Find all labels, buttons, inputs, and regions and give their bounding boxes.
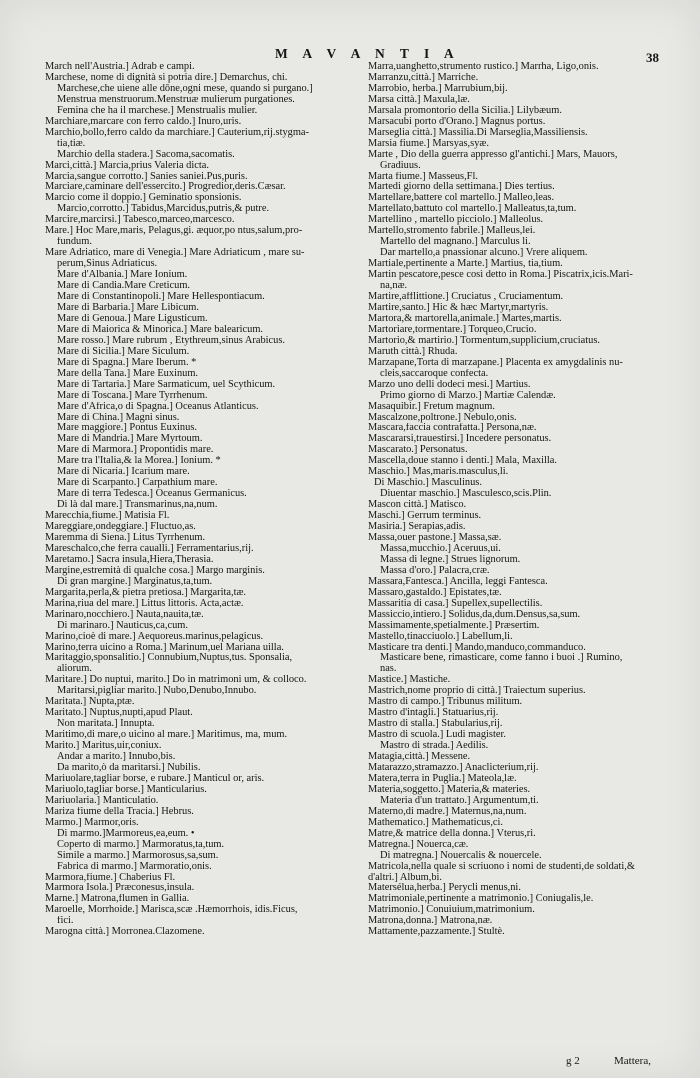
entry-line: Marchio della stadera.] Sacoma,sacomatis. (57, 149, 235, 160)
entry-line: Marecchia,fiume.] Matisia Fl. (45, 511, 170, 522)
entry-line: Gradiuus. (380, 160, 421, 171)
entry-line: Marcio,corrotto.] Tabidus,Marcidus,putris,& putre. (57, 204, 270, 215)
entry-line: aliorum. (57, 664, 92, 675)
entry-line: Materia d'un trattato.] Argumentum,ti. (380, 795, 539, 806)
entry-line: Maritato.] Nuptus,nupti,apud Plaut. (45, 708, 193, 719)
entry-line: Simile a marmo.] Marmorosus,sa,sum. (57, 850, 219, 861)
entry-line: Maretamo.] Sacra insula,Hiera,Therasia. (45, 554, 214, 565)
entry-line: Matricola,nella quale si scriuono i nomi de studenti,de soldati,& (368, 861, 635, 872)
entry-line: Mare di terra Tedesca.] Oceanus Germanicus. (57, 489, 247, 500)
entry-line: Martora,& martorella,animale.] Martes,martis. (368, 313, 562, 324)
entry-line: nas. (380, 664, 397, 675)
entry-line: Mare di Nicaria.] Icarium mare. (57, 467, 190, 478)
entry-line: Martello,stromento fabrile.] Malleus,lei. (368, 226, 536, 237)
entry-line: Maritare.] Do nuptui, marito.] Do in matrimoni um, & colloco. (45, 675, 307, 686)
entry-line: Mare di Spagna.] Mare Iberum. * (57, 357, 197, 368)
entry-line: Massa,mucchio.] Aceruus,ui. (380, 543, 501, 554)
entry-line: Marcio come il doppio.] Geminatio sponsionis. (45, 193, 242, 204)
entry-line: cleis,saccaroque confecta. (380, 368, 489, 379)
entry-line: Marta fiume.] Masseus,Fl. (368, 171, 478, 182)
entry-line: Mastro di strada.] Aedilis. (380, 741, 489, 752)
entry-line: d'altri.] Album,bi. (368, 872, 443, 883)
catchword: Mattera, (614, 1055, 651, 1067)
entry-line: Mascon città.] Matisco. (368, 500, 467, 511)
entry-line: Mastro d'intagli.] Statuarius,rij. (368, 708, 499, 719)
entry-line: Mare d'Africa,o di Spagna.] Oceanus Atlanticus. (57, 401, 259, 412)
entry-line: Mare di China.] Magni sinus. (57, 412, 180, 423)
entry-line: Marcire,marcirsi.] Tabesco,marceo,marcesco. (45, 215, 235, 226)
entry-line: tia,tiæ. (57, 138, 86, 149)
entry-line: Massa d'oro.] Palacra,cræ. (380, 565, 490, 576)
entry-line: Coperto di marmo.] Marmoratus,ta,tum. (57, 839, 225, 850)
entry-line: Massara,Fantesca.] Ancilla, leggi Fantesca. (368, 576, 548, 587)
entry-line: Marito.] Maritus,uir,coniux. (45, 741, 162, 752)
entry-line: Mare della Tana.] Mare Euxinum. (57, 368, 199, 379)
entry-line: Maschi.] Gerrum terminus. (368, 511, 482, 522)
entry-line: Maremma di Siena.] Litus Tyrrhenum. (45, 532, 206, 543)
entry-line: Matersélua,herba.] Perycli menus,ni. (368, 883, 521, 894)
entry-line: Mariuolo,tagliar borse.] Manticularius. (45, 784, 207, 795)
signature-mark: g 2 (566, 1055, 580, 1067)
entry-line: Mare di Constantinopoli.] Mare Hellespontiacum. (57, 292, 265, 303)
entry-line: Massaritia di casa.] Supellex,supellectilis. (368, 598, 543, 609)
entry-line: Mare di Scarpanto.] Carpathium mare. (57, 478, 218, 489)
entry-line: Marmora Isola.] Præconesus,insula. (45, 883, 195, 894)
entry-line: Marmora,fiume.] Chaberius Fl. (45, 872, 176, 883)
entry-line: Martire,santo.] Hic & hæc Martyr,martyris. (368, 302, 549, 313)
entry-line: Marra,uanghetto,strumento rustico.] Marrha, Ligo,onis. (368, 62, 599, 72)
entry-line: Marzapane,Torta di marzapane.] Placenta ex amygdalinis nu- (368, 357, 623, 368)
right-column (368, 62, 668, 938)
entry-line: Primo giorno di Marzo.] Martiæ Calendæ. (380, 390, 556, 401)
entry-line: Masticare bene, rimasticare, come fanno i buoi .] Rumino, (380, 653, 623, 664)
entry-line: Mascara,faccia contrafatta.] Persona,næ. (368, 423, 537, 434)
entry-line: Masiria.] Serapias,adis. (368, 522, 466, 533)
entry-line: Marchiare,marcare con ferro caldo.] Inuro,uris. (45, 116, 242, 127)
left-column (45, 62, 363, 938)
entry-line: Marinaro,nocchiero.] Nauta,nauita,tæ. (45, 609, 204, 620)
entry-line: Mare di Marmora.] Propontidis mare. (57, 445, 214, 456)
entry-line: Maritarsi,pigliar marito.] Nubo,Denubo,Innubo. (57, 686, 257, 697)
entry-line: Mastrich,nome proprio di città.] Traiectum superius. (368, 686, 586, 697)
entry-line: Martellino , martello picciolo.] Malleolus. (368, 215, 544, 226)
entry-line: Marsacubi porto d'Orano.] Magnus portus. (368, 116, 546, 127)
entry-line: Martello del magnano.] Marculus li. (380, 237, 531, 248)
entry-line: Mastello,tinacciuolo.] Labellum,li. (368, 631, 513, 642)
entry-line: Maruth città.] Rhuda. (368, 346, 458, 357)
entry-line: Mare rosso.] Mare rubrum , Etythreum,sinus Arabicus. (57, 335, 285, 346)
entry-line: Non maritata.] Innupta. (57, 719, 155, 730)
entry-line: Mare di Mandria.] Mare Myrtoum. (57, 434, 203, 445)
entry-line: Marte , Dio della guerra appresso gl'antichi.] Mars, Mauors, (368, 149, 618, 160)
entry-line: Maritaggio,sponsalitio.] Connubium,Nuptus,tus. Sponsalia, (45, 653, 293, 664)
entry-line: Matrona,donna.] Matrona,næ. (368, 916, 493, 927)
entry-line: Massa di legne.] Strues lignorum. (380, 554, 521, 565)
entry-line: Mastro di stalla.] Stabularius,rij. (368, 719, 503, 730)
entry-line: Marcia,sangue corrotto.] Sanies saniei.Pus,puris. (45, 171, 248, 182)
entry-line: Mare maggiore.] Pontus Euxinus. (57, 423, 197, 434)
entry-line: Mare di Maiorica & Minorica.] Mare balearicum. (57, 324, 263, 335)
entry-line: Mare tra l'Italia,& la Morea.] Ionium. * (57, 456, 221, 467)
entry-line: Marogna città.] Morronea.Clazomene. (45, 927, 205, 938)
entry-line: Mare di Genoua.] Mare Ligusticum. (57, 313, 208, 324)
entry-line: Marchese,che uiene alle dōne,ogni mese, quando si purgano.] (57, 83, 313, 94)
entry-line: Fabrica di marmo.] Marmoratio,onis. (57, 861, 212, 872)
entry-line: Mare di Candia.Mare Creticum. (57, 281, 191, 292)
entry-line: Maroelle, Morrhoide.] Marisca,scæ .Hæmorrhois, idis.Ficus, (45, 905, 298, 916)
entry-line: Mare d'Albania.] Mare Ionium. (57, 270, 188, 281)
entry-line: Di gran margine.] Marginatus,ta,tum. (57, 576, 213, 587)
entry-line: Mascararsi,trauestirsi.] Incedere personatus. (368, 434, 552, 445)
entry-line: Martoriare,tormentare.] Torqueo,Crucio. (368, 324, 537, 335)
entry-line: Mascalzone,poltrone.] Nebulo,onis. (368, 412, 517, 423)
entry-line: Margine,estremità di qualche cosa.] Margo marginis. (45, 565, 265, 576)
entry-line: Martire,afflittione.] Cruciatus , Cruciamentum. (368, 292, 564, 303)
entry-line: Martellato,battuto col martello.] Malleatus,ta,tum. (368, 204, 577, 215)
entry-line: Di matregna.] Nouercalis & nouercele. (380, 850, 542, 861)
entry-line: Mariza fiume della Tracia.] Hebrus. (45, 806, 194, 817)
entry-line: Mare Adriatico, mare di Venegia.] Mare Adriaticum , mare su- (45, 248, 305, 259)
entry-line: Mascella,doue stanno i denti.] Mala, Maxilla. (368, 456, 557, 467)
entry-line: Marzo uno delli dodeci mesi.] Martius. (368, 379, 531, 390)
entry-line: Maritata.] Nupta,ptæ. (45, 697, 135, 708)
entry-line: Di marmo.]Marmoreus,ea,eum. • (57, 828, 195, 839)
entry-line: Marranzu,città.] Marriche. (368, 72, 479, 83)
entry-line: Marchio,bollo,ferro caldo da marchiare.] Cauterium,rij.stygma- (45, 127, 309, 138)
entry-line: Matera,terra in Puglia.] Mateola,læ. (368, 773, 517, 784)
entry-line: Marina,riua del mare.] Littus littoris. Acta,actæ. (45, 598, 244, 609)
entry-line: Mattamente,pazzamente.] Stultè. (368, 927, 505, 938)
entry-line: Di marinaro.] Nauticus,ca,cum. (57, 620, 188, 631)
running-head: M A V A N T I A (275, 46, 460, 61)
entry-line: Marsia fiume.] Marsyas,syæ. (368, 138, 489, 149)
entry-line: Martorio,& martirio.] Tormentum,supplicium,cruciatus. (368, 335, 600, 346)
entry-line: Martiale,pertinente a Marte.] Martius, tia,tium. (368, 259, 563, 270)
entry-line: Matrimonio.] Conuiuium,matrimonium. (368, 905, 535, 916)
entry-line: Mare di Toscana.] Mare Tyrrhenum. (57, 390, 208, 401)
entry-line: Materno,di madre.] Maternus,na,num. (368, 806, 527, 817)
entry-line: Mariuolaria.] Manticulatio. (45, 795, 159, 806)
entry-line: Marne.] Matrona,flumen in Gallia. (45, 894, 190, 905)
entry-line: Da marito,ò da maritarsi.] Nubilis. (57, 763, 201, 773)
entry-line: fici. (57, 916, 74, 927)
entry-line: Mareschalco,che ferra caualli.] Ferramentarius,rij. (45, 543, 254, 554)
entry-line: Massiccio,intiero.] Solidus,da,dum.Densus,sa,sum. (368, 609, 581, 620)
entry-line: Marciare,caminare dell'essercito.] Progredior,deris.Cæsar. (45, 182, 286, 193)
entry-line: Mariuolare,tagliar borse, e rubare.] Manticul or, aris. (45, 773, 265, 784)
entry-line: Matregna.] Nouerca,cæ. (368, 839, 469, 850)
entry-line: Materia,soggetto.] Materia,& materies. (368, 784, 531, 795)
entry-line: Andar a marito.] Innubo,bis. (57, 752, 176, 763)
entry-line: Mathematico.] Mathematicus,ci. (368, 817, 504, 828)
entry-line: na,næ. (380, 281, 408, 292)
entry-line: Maritimo,di mare,o uicino al mare.] Maritimus, ma, mum. (45, 730, 288, 741)
entry-line: Masticare tra denti.] Mando,manduco,commanduco. (368, 642, 586, 653)
entry-line: Massimamente,spetialmente.] Præsertim. (368, 620, 540, 631)
entry-line: Menstrua menstruorum.Menstruæ mulierum purgationes. (57, 94, 295, 105)
entry-line: Massaro,gastaldo.] Epistates,tæ. (368, 587, 502, 598)
entry-line: Marsala promontorio della Sicilia.] Lilybæum. (368, 105, 562, 116)
entry-line: Margarita,perla,& pietra pretiosa.] Margarita,tæ. (45, 587, 247, 598)
entry-line: Matagia,città.] Messene. (368, 752, 471, 763)
entry-line: Marsa città.] Maxula,læ. (368, 94, 470, 105)
entry-line: March nell'Austria.] Adrab e campi. (45, 62, 195, 72)
entry-line: Martin pescatore,pesce così detto in Roma.] Piscatrix,icis.Mari- (368, 270, 633, 281)
entry-line: Mascarato.] Personatus. (368, 445, 468, 456)
entry-line: Mastice.] Mastiche. (368, 675, 451, 686)
entry-line: Mare di Barbaria.] Mare Libicum. (57, 302, 199, 313)
entry-line: Massa,ouer pastone.] Massa,sæ. (368, 532, 502, 543)
entry-line: Mareggiare,ondeggiare.] Fluctuo,as. (45, 522, 196, 533)
entry-line: Marrobio, herba.] Marrubium,bij. (368, 83, 508, 94)
entry-line: Marino,terra uicino a Roma.] Marinum,uel Mariana uilla. (45, 642, 284, 653)
entry-line: Marci,città.] Marcia,prius Valeria dicta. (45, 160, 209, 171)
entry-line: Di là dal mare.] Transmarinus,na,num. (57, 500, 218, 511)
entry-line: Marmo.] Marmor,oris. (45, 817, 139, 828)
entry-line: Matrimoniale,pertinente a matrimonio.] Coniugalis,le. (368, 894, 594, 905)
entry-line: Matarazzo,stramazzo.] Anaclicterium,rij. (368, 763, 539, 773)
entry-line: Masaquibir.] Fretum magnum. (368, 401, 495, 412)
entry-line: Martedi giorno della settimana.] Dies tertius. (368, 182, 555, 193)
entry-line: Mare di Tartaria.] Mare Sarmaticum, uel Scythicum. (57, 379, 276, 390)
entry-line: Marchese, nome di dignità si potria dire.] Demarchus, chi. (45, 72, 288, 83)
entry-line: Femina che ha il marchese.] Menstrualis mulier. (57, 105, 258, 116)
entry-line: Mare.] Hoc Mare,maris, Pelagus,gi. æquor,po ntus,salum,pro- (45, 226, 303, 237)
entry-line: Mastro di scuola.] Ludi magister. (368, 730, 506, 741)
entry-line: Mastro di campo.] Tribunus militum. (368, 697, 523, 708)
entry-line: Martellare,battere col martello.] Malleo,leas. (368, 193, 555, 204)
entry-line: Marseglia città.] Massilia.Di Marseglia,Massiliensis. (368, 127, 588, 138)
page-number: 38 (646, 50, 659, 65)
entry-line: Mare di Sicilia.] Mare Siculum. (57, 346, 190, 357)
entry-line: fundum. (57, 237, 92, 248)
entry-line: Marino,cioè di mare.] Aequoreus.marinus,pelagicus. (45, 631, 264, 642)
entry-line: Matre,& matrice della donna.] Vterus,ri. (368, 828, 536, 839)
entry-line: Di Maschio.] Masculinus. (374, 478, 482, 489)
entry-line: Maschio.] Mas,maris.masculus,li. (368, 467, 509, 478)
entry-line: Dar martello,a pnassionar alcuno.] Vrere aliquem. (380, 248, 588, 259)
entry-line: Diuentar maschio.] Masculesco,scis.Plin. (380, 489, 552, 500)
entry-line: perum,Sinus Adriaticus. (57, 259, 158, 270)
